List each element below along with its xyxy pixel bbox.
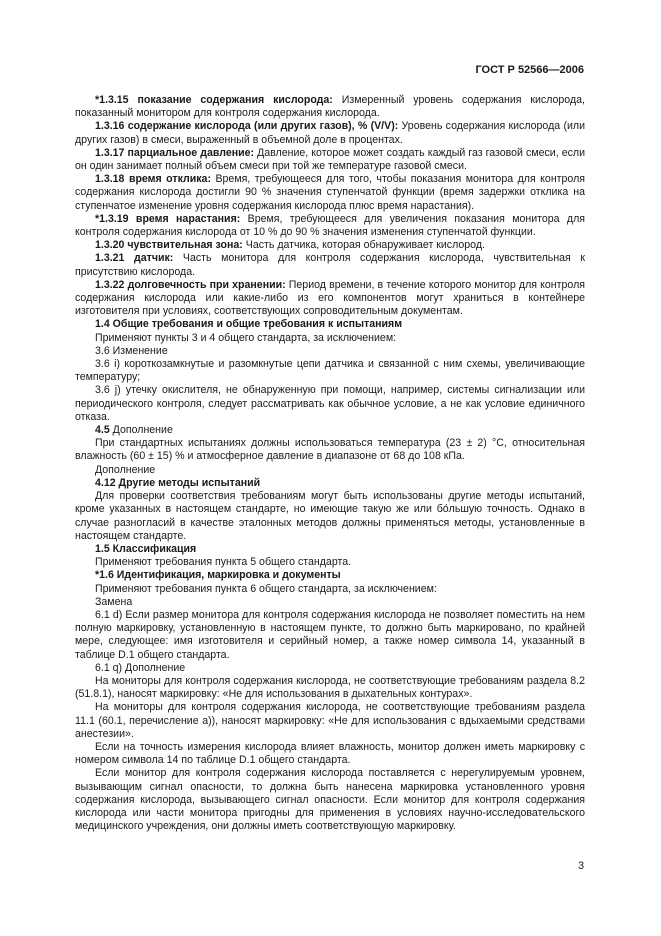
- paragraph-text: Период времени, в течение которого монитор для контроля содержания кислорода или какие-либо из его компонентов могут храниться в контейнере изготовителя при условиях, соответствующих сопроводительным документам.: [75, 278, 585, 318]
- paragraph-text: Применяют требования пункта 6 общего стандарта, за исключением:: [95, 582, 437, 595]
- paragraph: [75, 279, 585, 319]
- paragraph-text: Применяют требования пункта 5 общего стандарта.: [95, 556, 352, 569]
- paragraph: [75, 490, 585, 543]
- paragraph-text: Если на точность измерения кислорода влияет влажность, монитор должен иметь маркировку с номером символа 14 по таблице D.1 общего стандарта.: [75, 740, 585, 767]
- paragraph-text: Измеренный уровень содержания кислорода, показанный монитором для контроля содержания кислорода.: [75, 94, 585, 120]
- paragraph-text: Время, требующееся для увеличения показания монитора для контроля содержания кислорода от 10 % до 90 % значения изменения ступенчатой функции.: [75, 212, 585, 239]
- paragraph-term: *1.3.19 время нарастания:: [95, 212, 241, 225]
- paragraph: [75, 332, 585, 345]
- paragraph-text: Дополнение: [95, 463, 156, 476]
- paragraph: [75, 120, 585, 146]
- document-body: [75, 94, 585, 833]
- paragraph-text: Часть монитора для контроля содержания кислорода, чувствительная к присутствию кислорода.: [75, 252, 585, 278]
- paragraph: [75, 173, 585, 213]
- paragraph: [75, 477, 585, 490]
- paragraph-text: Время, требующееся для того, чтобы показания монитора для контроля содержания кислорода достигли 90 % значения ступенчатой функции (время задержки отклика на ступенчатое изменение уровня содержания кислорода плюс время нарастания).: [75, 173, 585, 212]
- paragraph: [75, 384, 585, 424]
- paragraph-term: 4.5: [95, 424, 110, 437]
- paragraph-text: 6.1 q) Дополнение: [95, 661, 186, 674]
- paragraph: [75, 147, 585, 173]
- paragraph-term: 4.12 Другие методы испытаний: [95, 476, 261, 489]
- paragraph-text: 6.1 d) Если размер монитора для контроля содержания кислорода не позволяет поместить на нем полную маркировку, установленную в настоящем пункте, то должно быть маркировано, по крайней мере, следующее: имя изготовителя и серийный номер, а также номер символа 14, указанный в таблице D.1 общего стандарта.: [75, 608, 585, 661]
- paragraph: [75, 609, 585, 662]
- paragraph-text: 3.6 j) утечку окислителя, не обнаруженную при помощи, например, системы сигнализации или периодического контроля, следует рассматривать как обычное условие, а не как условие единичного отказа.: [75, 384, 585, 423]
- paragraph: [75, 239, 585, 252]
- paragraph-text: Дополнение: [109, 424, 173, 437]
- paragraph: [75, 318, 585, 331]
- paragraph-text: На мониторы для контроля содержания кислорода, не соответствующие требованиям раздела 8.2 (51.8.1), наносят маркировку: «Не для использования в дыхательных контурах».: [75, 674, 585, 701]
- paragraph-term: *1.6 Идентификация, маркировка и документы: [95, 569, 341, 582]
- paragraph-term: 1.3.21 датчик:: [95, 252, 174, 265]
- paragraph: [75, 556, 585, 569]
- paragraph-term: 1.5 Классификация: [95, 542, 197, 555]
- paragraph: [75, 675, 585, 701]
- page-number: 3: [578, 860, 584, 872]
- paragraph: [75, 741, 585, 767]
- paragraph-text: Уровень содержания кислорода (или других газов) в смеси, выраженный в объемной доле в процентах.: [75, 120, 585, 146]
- paragraph-text: При стандартных испытаниях должны использоваться температура (23 ± 2) °C, относительная влажность (60 ± 15) % и атмосферное давление в диапазоне от 68 до 108 кПа.: [75, 437, 585, 463]
- paragraph: [75, 596, 585, 609]
- paragraph-text: Применяют пункты 3 и 4 общего стандарта, за исключением:: [95, 331, 397, 344]
- paragraph: [75, 424, 585, 437]
- paragraph-text: 3.6 i) короткозамкнутые и разомкнутые цепи датчика и связанной с ним схемы, увеличивающие температуру;: [75, 358, 585, 384]
- paragraph: [75, 701, 585, 741]
- paragraph: [75, 662, 585, 675]
- paragraph-text: Часть датчика, которая обнаруживает кислород.: [242, 239, 485, 252]
- paragraph-term: 1.3.16 содержание кислорода (или других газов), % (V/V):: [95, 120, 399, 133]
- paragraph: [75, 252, 585, 278]
- paragraph: [75, 569, 585, 582]
- paragraph: [75, 543, 585, 556]
- paragraph-term: 1.3.20 чувствительная зона:: [95, 239, 243, 252]
- paragraph: [75, 437, 585, 463]
- paragraph-text: На мониторы для контроля содержания кислорода, не соответствующие требованиям раздела 11.1 (60.1, перечисление а)), наносят маркировку: «Не для использования с вдыхаемыми средствами анестезии».: [75, 701, 585, 740]
- paragraph-term: 1.3.17 парциальное давление:: [95, 146, 255, 159]
- paragraph: [75, 767, 585, 833]
- paragraph: [75, 464, 585, 477]
- paragraph-text: Для проверки соответствия требованиям могут быть использованы другие методы испытаний, кроме указанных в настоящем стандарте, но имеющие такую же или бо́льшую точность. Однако в случае разногласий в качестве эталонных методов должны применяться методы, установленные в настоящем стандарте.: [75, 490, 585, 542]
- paragraph-term: *1.3.15 показание содержания кислорода:: [95, 94, 333, 106]
- paragraph: [75, 345, 585, 358]
- document-header: ГОСТ Р 52566—2006: [475, 64, 584, 76]
- paragraph: [75, 583, 585, 596]
- paragraph-term: 1.3.18 время отклика:: [95, 173, 211, 186]
- paragraph: [75, 358, 585, 384]
- paragraph-term: 1.3.22 долговечность при хранении:: [95, 278, 286, 291]
- paragraph-text: 3.6 Изменение: [95, 344, 168, 357]
- paragraph: [75, 213, 585, 239]
- paragraph-term: 1.4 Общие требования и общие требования к испытаниям: [95, 318, 403, 331]
- paragraph-text: Если монитор для контроля содержания кислорода поставляется с нерегулируемым уровнем, вызывающим сигнал опасности, то должна быть нанесена маркировка установленного уровня содержания кислорода, вызывающего сигнал опасности. Если монитор для контроля содержания кислорода или части монитора пригодны для применения в условиях научно-исследовательского медицинского учреждения, они должны иметь соответствующую маркировку.: [75, 767, 585, 833]
- paragraph-text: Замена: [95, 595, 133, 608]
- paragraph: [75, 94, 585, 120]
- paragraph-text: Давление, которое может создать каждый газ газовой смеси, если он один занимает полный объем смеси при той же температуре газовой смеси.: [75, 146, 585, 173]
